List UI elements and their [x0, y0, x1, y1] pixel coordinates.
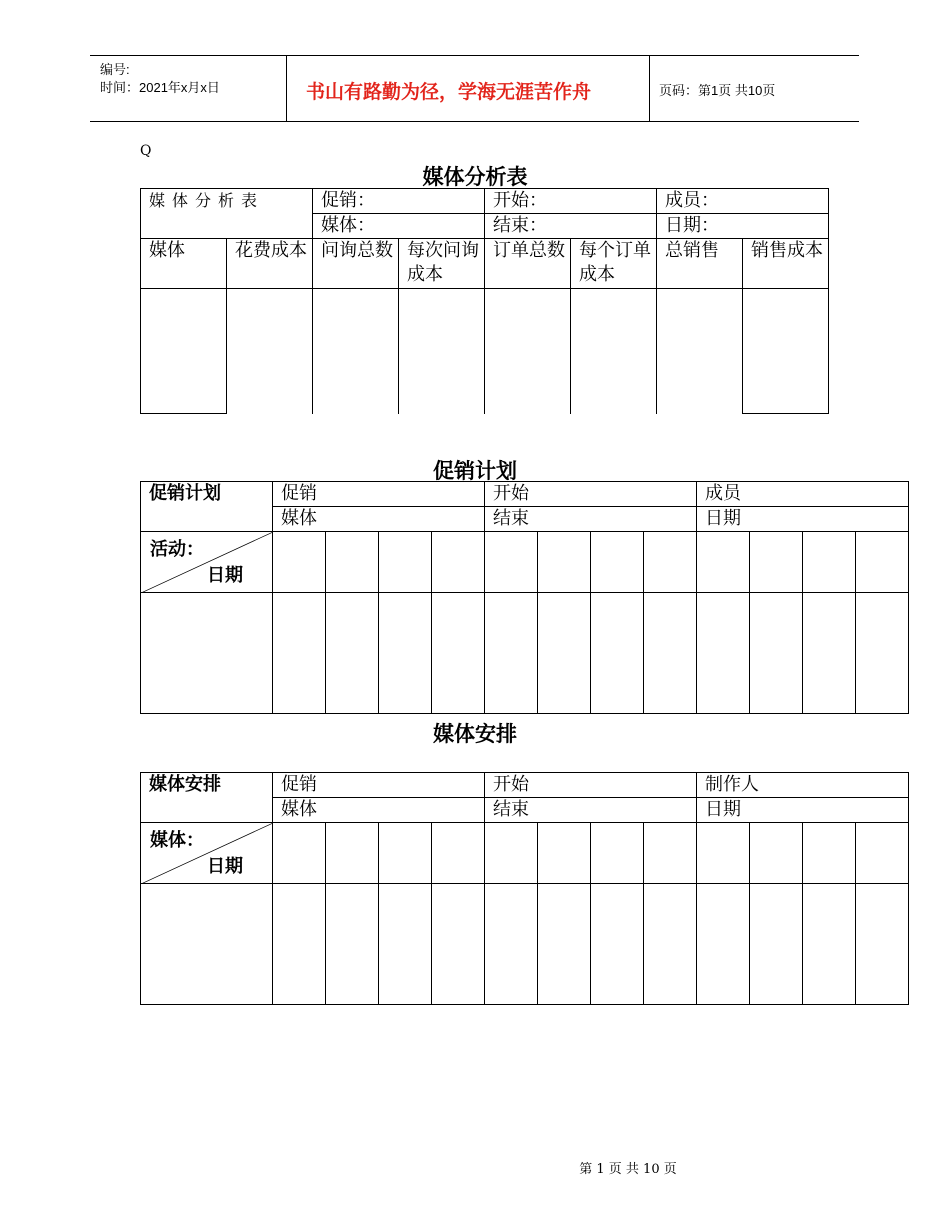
date-header-cell[interactable] [379, 823, 432, 884]
data-cell[interactable] [538, 593, 591, 714]
end-field[interactable]: 结束 [485, 798, 697, 823]
data-cell[interactable] [644, 884, 697, 1005]
date-header-cell[interactable] [750, 823, 803, 884]
date-header-cell[interactable] [644, 823, 697, 884]
data-cell[interactable] [644, 593, 697, 714]
data-cell[interactable] [591, 593, 644, 714]
media-analysis-table [140, 188, 829, 414]
time-label: 时间：2021年x月x日 [100, 80, 220, 95]
header-divider-2 [649, 55, 650, 121]
form-name-cell: 媒体安排 [141, 773, 273, 823]
motto: 书山有路勤为径，学海无涯苦作舟 [306, 81, 592, 103]
date-header-cell[interactable] [273, 532, 326, 593]
date-header-cell[interactable] [326, 532, 379, 593]
media-schedule-title: 媒体安排 [433, 722, 517, 746]
date-header-cell[interactable] [432, 823, 485, 884]
date-header-cell[interactable] [485, 532, 538, 593]
col-header: 花费成本 [227, 239, 313, 289]
data-cell[interactable] [697, 593, 750, 714]
date-header-cell[interactable] [697, 823, 750, 884]
header-bottom-rule [90, 121, 859, 122]
col-header: 媒体 [141, 239, 227, 289]
activity-label: 活动： [150, 539, 204, 560]
data-cell[interactable] [803, 593, 856, 714]
data-cell[interactable] [750, 593, 803, 714]
data-cell[interactable] [856, 593, 909, 714]
date-header-cell[interactable] [803, 532, 856, 593]
date-header-cell[interactable] [803, 823, 856, 884]
col-header: 订单总数 [485, 239, 571, 289]
producer-field[interactable]: 制作人 [697, 773, 909, 798]
media-label: 媒体： [150, 830, 204, 851]
data-cell[interactable] [571, 289, 657, 414]
data-cell[interactable] [273, 884, 326, 1005]
header-top-rule [90, 55, 859, 56]
media-cell[interactable] [141, 884, 273, 1005]
data-cell[interactable] [743, 289, 829, 414]
date-header-cell[interactable] [856, 532, 909, 593]
col-header: 总销售 [657, 239, 743, 289]
member-field[interactable]: 成员： [657, 189, 829, 214]
data-cell[interactable] [538, 884, 591, 1005]
diagonal-header-cell [141, 823, 273, 884]
end-field[interactable]: 结束 [485, 507, 697, 532]
header-divider-1 [286, 55, 287, 121]
data-cell[interactable] [273, 593, 326, 714]
data-cell[interactable] [432, 593, 485, 714]
col-header: 销售成本 [743, 239, 829, 289]
media-field[interactable]: 媒体 [273, 507, 485, 532]
date-field[interactable]: 日期： [657, 214, 829, 239]
data-cell[interactable] [750, 884, 803, 1005]
data-cell[interactable] [379, 884, 432, 1005]
data-cell[interactable] [856, 884, 909, 1005]
form-name-cell: 促销计划 [141, 482, 273, 532]
start-field[interactable]: 开始 [485, 773, 697, 798]
date-label: 日期 [207, 565, 243, 586]
form-name-cell: 媒体分析表 [141, 189, 313, 239]
date-header-cell[interactable] [326, 823, 379, 884]
date-header-cell[interactable] [379, 532, 432, 593]
date-header-cell[interactable] [538, 823, 591, 884]
number-label: 编号: [100, 62, 130, 77]
promo-plan-table [140, 481, 909, 714]
promo-field[interactable]: 促销 [273, 773, 485, 798]
col-header: 每个订单成本 [571, 239, 657, 289]
end-field[interactable]: 结束： [485, 214, 657, 239]
date-header-cell[interactable] [591, 823, 644, 884]
start-field[interactable]: 开始： [485, 189, 657, 214]
date-header-cell[interactable] [697, 532, 750, 593]
data-cell[interactable] [379, 593, 432, 714]
data-cell[interactable] [657, 289, 743, 414]
data-cell[interactable] [485, 884, 538, 1005]
member-field[interactable]: 成员 [697, 482, 909, 507]
date-field[interactable]: 日期 [697, 798, 909, 823]
date-header-cell[interactable] [273, 823, 326, 884]
page-indicator: 页码：第1页 共10页 [659, 83, 776, 98]
date-header-cell[interactable] [856, 823, 909, 884]
date-header-cell[interactable] [538, 532, 591, 593]
diagonal-header-cell [141, 532, 273, 593]
data-cell[interactable] [313, 289, 399, 414]
data-cell[interactable] [227, 289, 313, 414]
date-header-cell[interactable] [432, 532, 485, 593]
data-cell[interactable] [591, 884, 644, 1005]
promo-field[interactable]: 促销： [313, 189, 485, 214]
start-field[interactable]: 开始 [485, 482, 697, 507]
promo-plan-title: 促销计划 [433, 459, 517, 483]
date-header-cell[interactable] [591, 532, 644, 593]
data-cell[interactable] [803, 884, 856, 1005]
data-cell[interactable] [141, 289, 227, 414]
data-cell[interactable] [326, 593, 379, 714]
page-footer: 第 1 页 共 10 页 [579, 1162, 677, 1177]
date-header-cell[interactable] [644, 532, 697, 593]
data-cell[interactable] [697, 884, 750, 1005]
media-field[interactable]: 媒体： [313, 214, 485, 239]
data-cell[interactable] [399, 289, 485, 414]
col-header: 每次问询成本 [399, 239, 485, 289]
promo-field[interactable]: 促销 [273, 482, 485, 507]
date-header-cell[interactable] [750, 532, 803, 593]
data-cell[interactable] [485, 289, 571, 414]
date-header-cell[interactable] [485, 823, 538, 884]
date-label: 日期 [207, 856, 243, 877]
col-header: 问询总数 [313, 239, 399, 289]
media-schedule-table [140, 772, 909, 1005]
media-analysis-title: 媒体分析表 [422, 165, 528, 189]
data-cell[interactable] [326, 884, 379, 1005]
stray-mark: Q [140, 143, 152, 159]
activity-cell[interactable] [141, 593, 273, 714]
data-cell[interactable] [432, 884, 485, 1005]
media-field[interactable]: 媒体 [273, 798, 485, 823]
data-cell[interactable] [485, 593, 538, 714]
date-field[interactable]: 日期 [697, 507, 909, 532]
